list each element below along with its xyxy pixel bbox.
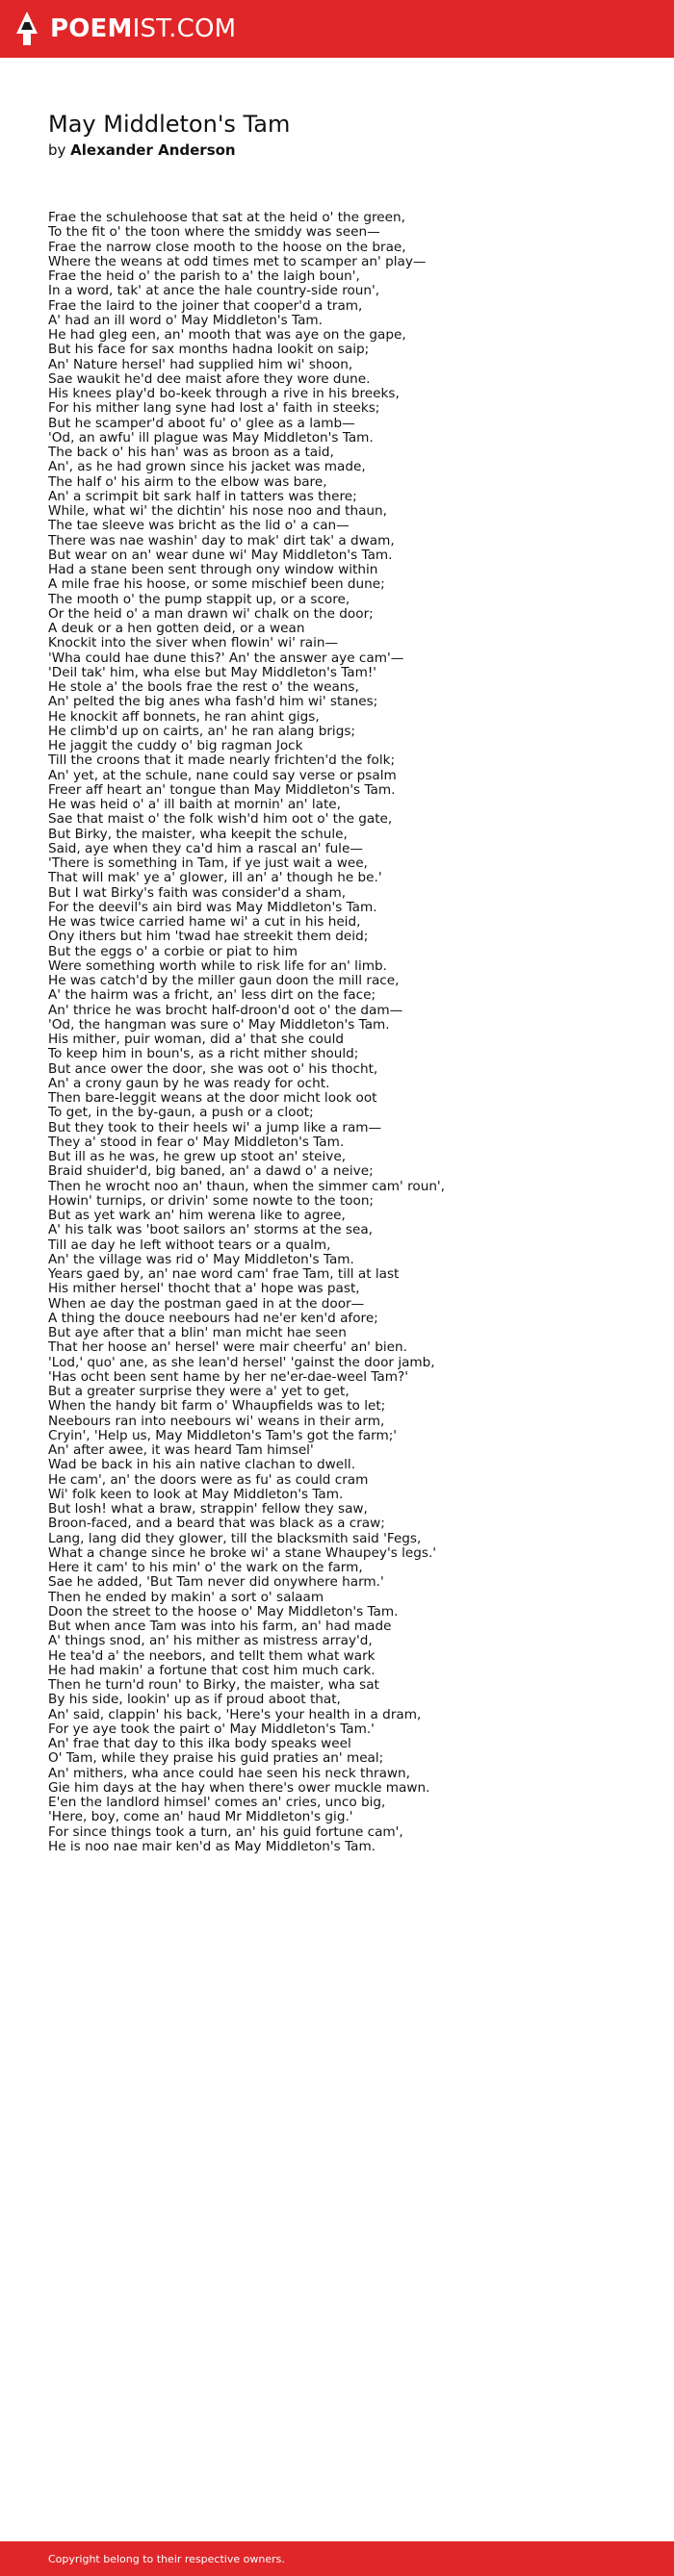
- poem-line: Howin' turnips, or drivin' some nowte to the toon;: [48, 1192, 375, 1209]
- poem-line: 'Od, the hangman was sure o' May Middleton's Tam.: [48, 1016, 390, 1033]
- poem-line: Then he wrocht noo an' thaun, when the simmer cam' roun',: [48, 1178, 445, 1194]
- pencil-icon: [15, 11, 39, 47]
- brand-bold-text: POEM: [50, 14, 133, 43]
- poem-line: Then he ended by makin' a sort o' salaam: [48, 1589, 324, 1605]
- poem-line: Wi' folk keen to look at May Middleton's Tam.: [48, 1486, 344, 1502]
- poem-line: But a greater surprise they were a' yet to get,: [48, 1384, 350, 1399]
- poem-line: That her hoose an' hersel' were mair cheerfu' an' bien.: [48, 1339, 407, 1356]
- poem-line: The half o' his airm to the elbow was bare,: [48, 473, 327, 490]
- poem-line: 'Od, an awfu' ill plague was May Middleton's Tam.: [48, 429, 374, 446]
- poem-line: An' yet, at the schule, nane could say verse or psalm: [48, 767, 397, 783]
- poem-line: But ance ower the door, she was oot o' his thocht,: [48, 1060, 378, 1077]
- poem-line: But he scamper'd aboot fu' o' glee as a lamb—: [48, 415, 355, 431]
- byline: [48, 140, 626, 160]
- poem-line: 'Here, boy, come an' haud Mr Middleton's gig.': [48, 1809, 353, 1825]
- poem-line: A' had an ill word o' May Middleton's Tam.: [48, 312, 323, 328]
- poem-line: Had a stane been sent through ony window within: [48, 562, 378, 577]
- poem-header: [48, 110, 626, 160]
- poem-line: The mooth o' the pump stappit up, or a score,: [48, 591, 350, 607]
- poem-line: They a' stood in fear o' May Middleton's Tam.: [48, 1134, 345, 1150]
- site-brand: [50, 16, 236, 41]
- poem-line: A' his talk was 'boot sailors an' storms at the sea,: [48, 1222, 373, 1238]
- poem-line: For ye aye took the pairt o' May Middleton's Tam.': [48, 1721, 375, 1737]
- poem-line: He was heid o' a' ill baith at mornin' an' late,: [48, 797, 341, 812]
- poem-line: Years gaed by, an' nae word cam' frae Tam, till at last: [48, 1266, 400, 1282]
- poem-line: Then he turn'd roun' to Birky, the maister, wha sat: [48, 1677, 379, 1693]
- poem-line: A mile frae his hoose, or some mischief been dune;: [48, 576, 385, 593]
- footer-bar: [0, 2541, 674, 2576]
- poem-line: He knockit aff bonnets, he ran ahint gigs,: [48, 708, 320, 725]
- poem-line: Ony ithers but him 'twad hae streekit them deid;: [48, 929, 369, 945]
- poem-line: He tea'd a' the neebors, and tellt them what wark: [48, 1647, 376, 1664]
- poem-line: For his mither lang syne had lost a' faith in steeks;: [48, 400, 380, 417]
- poem-line: 'Lod,' quo' ane, as she lean'd hersel' 'gainst the door jamb,: [48, 1354, 435, 1370]
- poem-line: Then bare-leggit weans at the door micht look oot: [48, 1090, 377, 1106]
- by-label: by: [48, 141, 71, 159]
- poem-line: But I wat Birky's faith was consider'd a sham,: [48, 884, 347, 901]
- brand-light-text: IST.COM: [132, 14, 237, 43]
- poem-line: But Birky, the maister, wha keepit the schule,: [48, 826, 348, 842]
- poem-line: 'Deil tak' him, wha else but May Middleton's Tam!': [48, 664, 377, 680]
- poem-body: [48, 211, 645, 1854]
- poem-line: When ae day the postman gaed in at the door—: [48, 1295, 365, 1312]
- poem-line: But the eggs o' a corbie or piat to him: [48, 943, 298, 959]
- poem-line: E'en the landlord himsel' comes an' cries, unco big,: [48, 1795, 386, 1810]
- poem-line: Sae that maist o' the folk wish'd him oot o' the gate,: [48, 811, 393, 828]
- poem-line: But his face for sax months hadna lookit on saip;: [48, 342, 370, 358]
- copyright-text: Copyright belong to their respective owners.: [48, 2552, 285, 2565]
- poem-line: 'Has ocht been sent hame by her ne'er-dae-weel Tam?': [48, 1368, 408, 1385]
- poem-line: Knockit into the siver when flowin' wi' rain—: [48, 635, 339, 651]
- poem-line: O' Tam, while they praise his guid praties an' meal;: [48, 1750, 384, 1767]
- poem-line: His mither hersel' thocht that a' hope was past,: [48, 1281, 360, 1297]
- poem-line: What a change since he broke wi' a stane Whaupey's legs.': [48, 1544, 437, 1561]
- poem-line: To keep him in boun's, as a richt mither should;: [48, 1046, 359, 1062]
- poem-line: He was twice carried hame wi' a cut in his heid,: [48, 914, 361, 930]
- poem-line: An' Nature hersel' had supplied him wi' shoon,: [48, 356, 353, 372]
- poem-line: He had makin' a fortune that cost him much cark.: [48, 1662, 376, 1678]
- author-name: Alexander Anderson: [70, 141, 236, 159]
- poem-title: May Middleton's Tam: [48, 111, 291, 138]
- poem-line: In a word, tak' at ance the hale country-side roun',: [48, 283, 380, 299]
- poem-line: A' things snod, an' his mither as mistress array'd,: [48, 1633, 373, 1649]
- poem-line: His knees play'd bo-keek through a rive in his breeks,: [48, 386, 400, 401]
- poem-line: He was catch'd by the miller gaun doon the mill race,: [48, 973, 400, 988]
- poem-line: He jaggit the cuddy o' big ragman Jock: [48, 738, 303, 753]
- poem-line: Braid shuider'd, big baned, an' a dawd o' a neive;: [48, 1163, 374, 1180]
- poem-line: Broon-faced, and a beard that was black as a craw;: [48, 1516, 385, 1532]
- poem-line: Frae the heid o' the parish to a' the laigh boun',: [48, 268, 360, 284]
- poem-line: He stole a' the bools frae the rest o' the weans,: [48, 679, 359, 695]
- poem-line: Cryin', 'Help us, May Middleton's Tam's got the farm;': [48, 1427, 398, 1443]
- poem-line: By his side, lookin' up as if proud aboot that,: [48, 1692, 341, 1708]
- poem-line: Were something worth while to risk life for an' limb.: [48, 957, 387, 974]
- poem-line: Said, aye when they ca'd him a rascal an' fule—: [48, 840, 363, 856]
- poem-line: Frae the laird to the joiner that cooper'd a tram,: [48, 297, 363, 314]
- poem-line: Wad be back in his ain native clachan to dwell.: [48, 1457, 356, 1473]
- poem-line: An' pelted the big anes wha fash'd him wi' stanes;: [48, 694, 378, 710]
- poem-line: Freer aff heart an' tongue than May Middleton's Tam.: [48, 781, 396, 798]
- poem-line: Sae he added, 'But Tam never did onywhere harm.': [48, 1574, 384, 1591]
- poem-line: An' frae that day to this ilka body speaks weel: [48, 1736, 351, 1751]
- poem-line: To get, in the by-gaun, a push or a cloot;: [48, 1105, 314, 1121]
- poem-line: While, what wi' the dichtin' his nose noo and thaun,: [48, 503, 387, 519]
- poem-line: For the deevil's ain bird was May Middleton's Tam.: [48, 899, 377, 915]
- poem-line: His mither, puir woman, did a' that she could: [48, 1032, 345, 1047]
- poem-line: A thing the douce neebours had ne'er ken'd afore;: [48, 1310, 378, 1326]
- poem-line: When the handy bit farm o' Whaupfields was to let;: [48, 1398, 386, 1415]
- poem-line: Gie him days at the hay when there's ower muckle mawn.: [48, 1779, 430, 1796]
- site-logo-link[interactable]: [15, 11, 236, 47]
- poem-line: To the fit o' the toon where the smiddy was seen—: [48, 224, 380, 241]
- poem-line: A deuk or a hen gotten deid, or a wean: [48, 621, 305, 636]
- poem-line: An' the village was rid o' May Middleton's Tam.: [48, 1251, 354, 1267]
- poem-line: But wear on an' wear dune wi' May Middleton's Tam.: [48, 547, 393, 563]
- poem-line: An' after awee, it was heard Tam himsel': [48, 1442, 314, 1458]
- poem-line: An' a crony gaun by he was ready for ocht.: [48, 1075, 330, 1091]
- poem-line: But when ance Tam was into his farm, an' had made: [48, 1619, 392, 1634]
- poem-line: Here it cam' to his min' o' the wark on the farm,: [48, 1560, 363, 1575]
- poem-line: But as yet wark an' him werena like to agree,: [48, 1208, 346, 1223]
- poem-line: Doon the street to the hoose o' May Middleton's Tam.: [48, 1603, 399, 1620]
- poem-line: An' thrice he was brocht half-droon'd oot o' the dam—: [48, 1002, 403, 1018]
- poem-line: He climb'd up on cairts, an' he ran alang brigs;: [48, 723, 355, 739]
- poem-line: Lang, lang did they glower, till the blacksmith said 'Fegs,: [48, 1530, 422, 1546]
- poem-line: Where the weans at odd times met to scamper an' play—: [48, 253, 427, 269]
- poem-line: An' a scrimpit bit sark half in tatters was there;: [48, 488, 357, 504]
- poem-line: A' the hairm was a fricht, an' less dirt on the face;: [48, 987, 376, 1004]
- poem-line: There was nae washin' day to mak' dirt tak' a dwam,: [48, 532, 395, 548]
- poem-line: 'There is something in Tam, if ye just wait a wee,: [48, 855, 368, 871]
- poem-line: But ill as he was, he grew up stoot an' steive,: [48, 1149, 347, 1164]
- poem-line: The back o' his han' was as broon as a taid,: [48, 445, 334, 460]
- poem-line: For since things took a turn, an' his guid fortune cam',: [48, 1824, 403, 1840]
- poem-line: Frae the narrow close mooth to the hoose on the brae,: [48, 239, 406, 255]
- poem-line: Sae waukit he'd dee maist afore they wore dune.: [48, 370, 371, 387]
- poem-line: He cam', an' the doors were as fu' as could cram: [48, 1471, 369, 1488]
- poem-line: 'Wha could hae dune this?' An' the answer aye cam'—: [48, 650, 404, 666]
- poem-line: But losh! what a braw, strappin' fellow they saw,: [48, 1501, 368, 1517]
- poem-line: He is noo nae mair ken'd as May Middleton's Tam.: [48, 1838, 376, 1854]
- poem-line: Till the croons that it made nearly frichten'd the folk;: [48, 752, 396, 769]
- poem-line: The tae sleeve was bricht as the lid o' a can—: [48, 518, 350, 534]
- poem-line: Till ae day he left withoot tears or a qualm,: [48, 1237, 331, 1253]
- poem-line: That will mak' ye a' glower, ill an' a' though he be.': [48, 870, 382, 886]
- poem-line: An' said, clappin' his back, 'Here's your health in a dram,: [48, 1706, 422, 1722]
- poem-line: He had gleg een, an' mooth that was aye on the gape,: [48, 327, 406, 343]
- poem-line: Neebours ran into neebours wi' weans in their arm,: [48, 1413, 385, 1429]
- top-bar: [0, 0, 674, 58]
- poem-line: But aye after that a blin' man micht hae seen: [48, 1325, 347, 1340]
- poem-line: An' mithers, wha ance could hae seen his neck thrawn,: [48, 1765, 410, 1781]
- poem-line: But they took to their heels wi' a jump like a ram—: [48, 1119, 382, 1135]
- poem-line: Or the heid o' a man drawn wi' chalk on the door;: [48, 605, 374, 622]
- poem-line: Frae the schulehoose that sat at the heid o' the green,: [48, 210, 405, 225]
- poem-line: An', as he had grown since his jacket was made,: [48, 459, 366, 475]
